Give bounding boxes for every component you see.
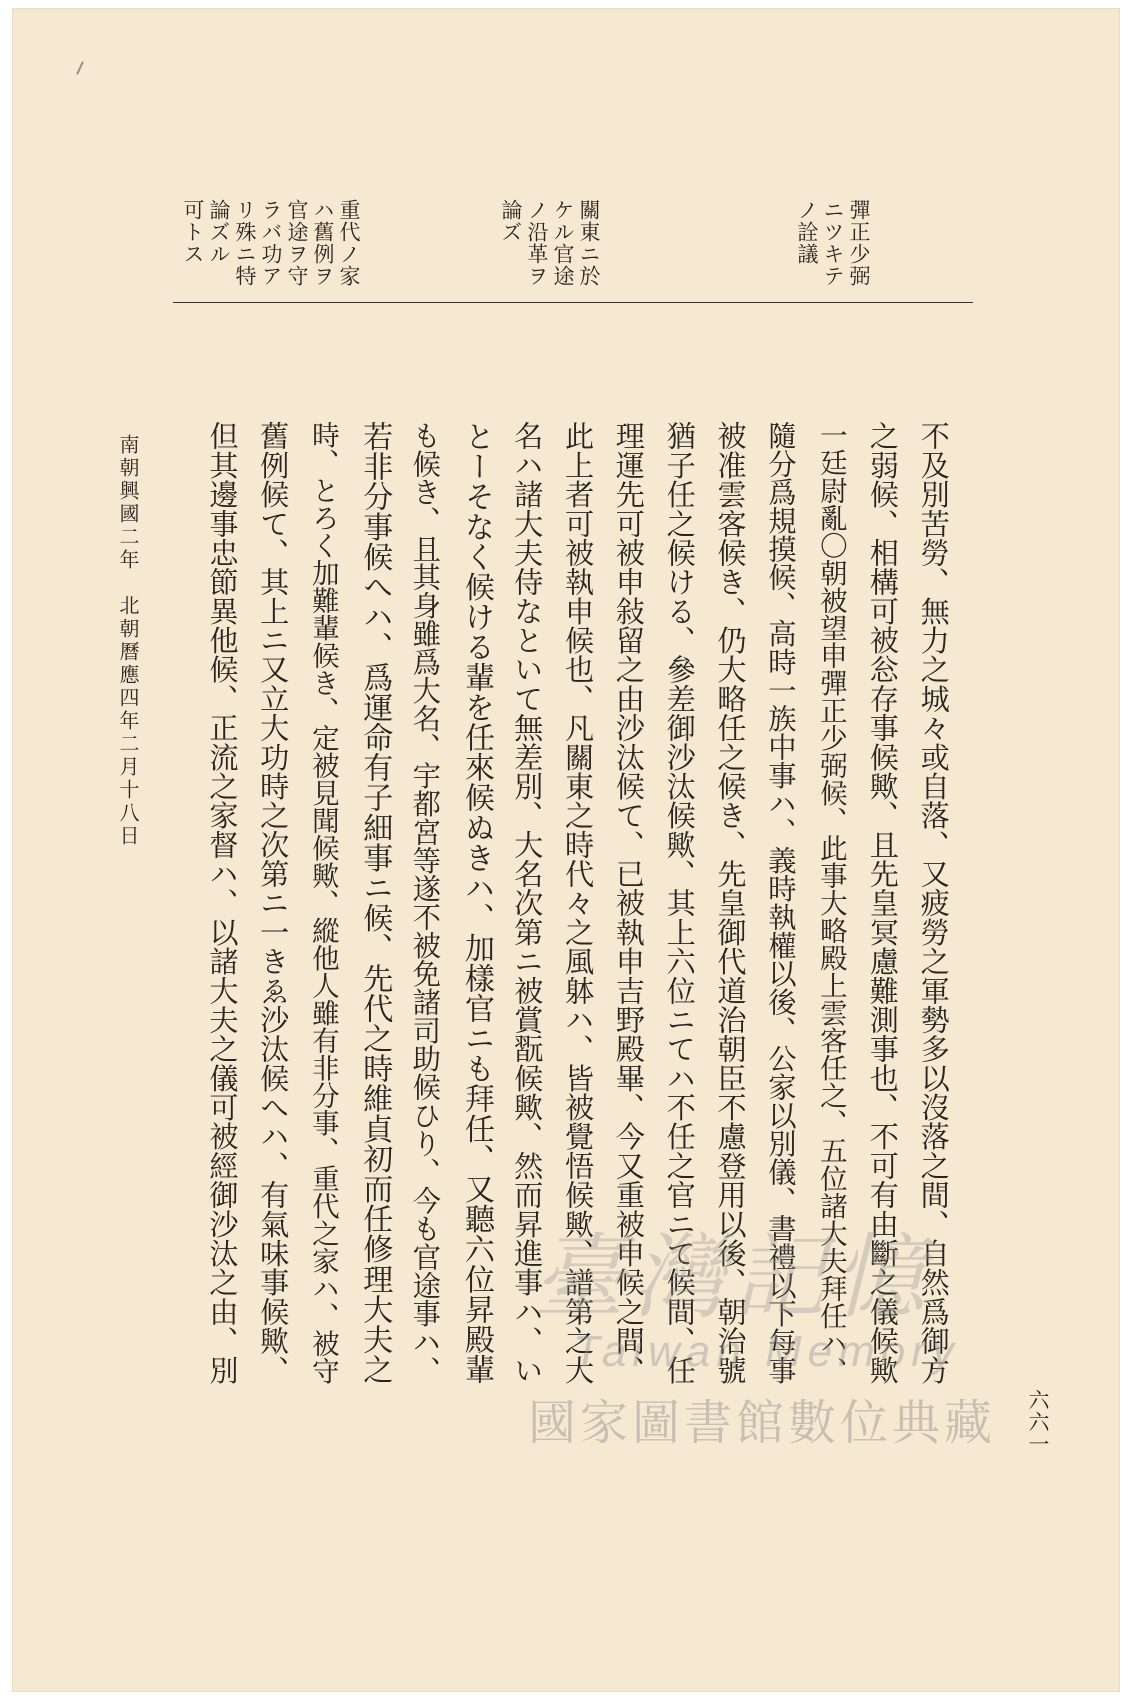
- headnote-line: 論ズル: [207, 199, 231, 265]
- body-column: 不及別苦勞、無力之城々或自落、又疲勞之軍勢多以沒落之間、自然爲御方: [916, 421, 951, 1385]
- body-column: 理運先可被申敍留之由沙汰候て、已被執申吉野殿畢、今又重被申候之間、: [611, 421, 646, 1385]
- headnote-line: 論ズ: [499, 199, 523, 243]
- body-column: も候き、且其身雖爲大名、宇都宮等遂不被免諸司助候ひり、今も官途事ハ、: [408, 421, 442, 1385]
- body-column: 若非分事候へハ、爲運命有子細事ニ候、先代之時維貞初而任修理大夫之: [357, 421, 393, 1385]
- headnote-line: 官途ヲ守: [285, 199, 309, 287]
- body-column: 此上者可被執申候也、凡關東之時代々之風躰ハ、皆被覺悟候歟、譜第之大: [560, 421, 595, 1385]
- headnote-line: ハ舊例ヲ: [311, 199, 335, 287]
- headnote-rule: [173, 302, 973, 303]
- body-column: 舊例候て、其上ニ又立大功時之次第ニ一きゑ沙汰候へハ、有氣味事候歟、: [255, 421, 290, 1385]
- headnote-line: ケル官途: [551, 199, 575, 287]
- body-column: 但其邊事忠節異他候、正流之家督ハ、以諸大夫之儀可被經御沙汰之由、別: [204, 421, 239, 1385]
- body-column: 猶子任之候ける、參差御沙汰候歟、其上六位ニてハ不任之官ニて候間、任: [662, 421, 697, 1385]
- paper-mark: [76, 61, 84, 75]
- watermark-subtitle: 國家圖書館數位典藏: [528, 1395, 997, 1451]
- headnote-line: ノ沿革ヲ: [525, 199, 549, 287]
- headnote-line: 關東ニ於: [577, 199, 601, 287]
- watermark-text: Taiwan Memory: [573, 1327, 960, 1376]
- body-column: 時、とろく加難輩候き、定被見聞候歟、縱他人雖有非分事、重代之家ハ、被守: [306, 421, 339, 1385]
- body-column: とーそなく候ける輩を任來候ぬきハ、加樣官ニも拜任、又聽六位昇殿輩: [458, 421, 494, 1385]
- headnote-line: 彈正少弼: [847, 199, 871, 287]
- body-column: 隨分爲規摸候、高時一族中事ハ、義時執權以後、公家以別儀、書禮以下每事: [763, 421, 797, 1385]
- body-column: 一廷尉亂〇朝被望申彈正少弼候、此事大略殿上雲客任之、五位諸大夫拜任ハ、: [814, 421, 847, 1385]
- headnote-line: 重代ノ家: [337, 199, 361, 287]
- body-column: 名ハ諸大夫侍なといて無差別、大名次第ニ被賞翫候歟、然而昇進事ハ、い: [509, 421, 544, 1385]
- page-number: 六六一: [1026, 1389, 1050, 1455]
- headnote-line: ニツキテ: [821, 199, 845, 287]
- headnote-line: リ殊ニ特: [233, 199, 257, 287]
- body-column: 被准雲客候き、仍大略任之候き、先皇御代道治朝臣不慮登用以後、朝治號: [712, 421, 747, 1385]
- watermark-logo: 臺灣記憶: [533, 1224, 934, 1331]
- headnote-line: ノ詮議: [795, 199, 819, 265]
- headnote-line: 可トス: [181, 199, 205, 265]
- document-page: [12, 8, 1120, 1692]
- headnote-line: ラバ功ア: [259, 199, 283, 287]
- footer-date: 南朝興國二年 北朝曆應四年二月十八日: [116, 434, 140, 848]
- body-column: 之弱候、相構可被忩存事候歟、且先皇冥慮難測事也、不可有由斷之儀候歟: [865, 421, 900, 1385]
